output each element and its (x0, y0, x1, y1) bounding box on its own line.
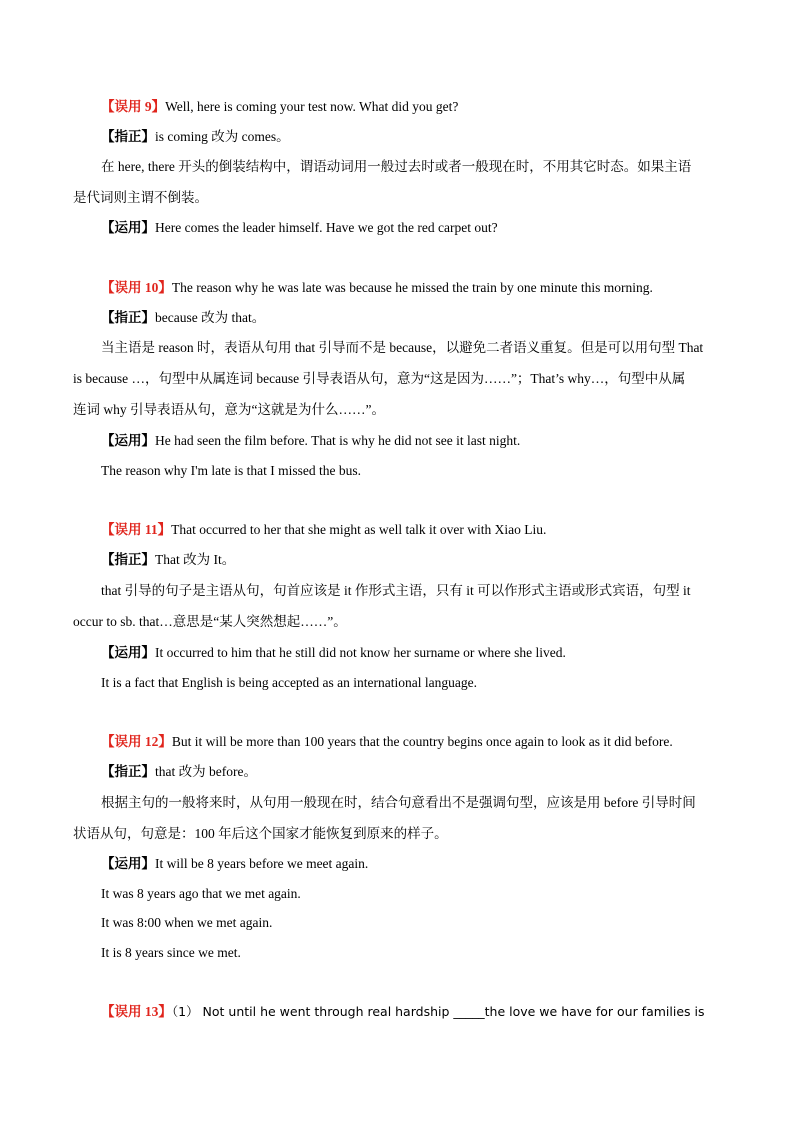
fix-line (101, 551, 235, 569)
use-text: The reason why I'm late is that I missed the bus. (101, 463, 362, 478)
use-text: It was 8:00 when we met again. (101, 915, 273, 930)
error-line (101, 98, 458, 116)
explain-line (73, 401, 385, 419)
use-line (101, 432, 520, 450)
error-text: The reason why he was late was because he missed the train by one minute this morning. (171, 280, 653, 295)
error-label: 【误用 9】 (101, 99, 166, 114)
use-text: He had seen the film before. That is why he did not see it last night. (155, 433, 521, 448)
explain-line (101, 339, 703, 357)
explain-line (101, 794, 696, 812)
use-line (101, 855, 368, 873)
explain-text: occur to sb. that…意思是“某人突然想起……”。 (73, 614, 347, 629)
explain-text: 当主语是 reason 时，表语从句用 that 引导而不是 because，以避免二者语义重复。但是可以用句型 That (101, 340, 704, 355)
error-label: 【误用 13】 (101, 1004, 172, 1019)
fix-text: that 改为 before。 (155, 764, 257, 779)
use-text: Here comes the leader himself. Have we got the red carpet out? (155, 220, 498, 235)
use-text: It will be 8 years before we meet again. (155, 856, 369, 871)
error-line (101, 279, 653, 297)
explain-line (101, 582, 691, 600)
error-label: 【误用 11】 (101, 522, 172, 537)
use-line (101, 462, 361, 480)
use-label: 【运用】 (101, 220, 155, 235)
explain-line (73, 189, 208, 207)
error-text: That occurred to her that she might as well talk it over with Xiao Liu. (171, 522, 547, 537)
use-text: It is a fact that English is being accepted as an international language. (101, 675, 477, 690)
use-text: It is 8 years since we met. (101, 945, 241, 960)
use-label: 【运用】 (101, 856, 155, 871)
explain-text: 状语从句，句意是：100 年后这个国家才能恢复到原来的样子。 (73, 826, 448, 841)
fix-label: 【指正】 (101, 552, 155, 567)
fix-label: 【指正】 (101, 129, 155, 144)
error-label: 【误用 12】 (101, 734, 172, 749)
error-label: 【误用 10】 (101, 280, 172, 295)
explain-text: 是代词则主谓不倒装。 (73, 190, 208, 205)
fix-line (101, 128, 290, 146)
fix-line (101, 763, 257, 781)
use-line (101, 644, 566, 662)
use-text: It occurred to him that he still did not know her surname or where she lived. (155, 645, 566, 660)
use-label: 【运用】 (101, 433, 155, 448)
error-text: （1） Not until he went through real hardship _____the love we have for our families is (171, 1004, 705, 1019)
fix-text: because 改为 that。 (155, 310, 266, 325)
explain-text: 根据主句的一般将来时，从句用一般现在时，结合句意看出不是强调句型，应该是用 before 引导时间 (101, 795, 696, 810)
explain-text: 连词 why 引导表语从句，意为“这就是为什么……”。 (73, 402, 385, 417)
error-line (101, 1003, 705, 1021)
explain-text: that 引导的句子是主语从句，句首应该是 it 作形式主语，只有 it 可以作形式主语或形式宾语，句型 it (101, 583, 691, 598)
fix-line (101, 309, 265, 327)
explain-text: 在 here, there 开头的倒装结构中，谓语动词用一般过去时或者一般现在时，不用其它时态。如果主语 (101, 159, 692, 174)
use-line (101, 219, 498, 237)
use-line (101, 914, 272, 932)
error-text: But it will be more than 100 years that the country begins once again to look as it did before. (171, 734, 673, 749)
fix-label: 【指正】 (101, 310, 155, 325)
error-line (101, 733, 673, 751)
explain-line (101, 158, 756, 176)
fix-text: That 改为 It。 (155, 552, 236, 567)
use-text: It was 8 years ago that we met again. (101, 886, 301, 901)
fix-text: is coming 改为 comes。 (155, 129, 290, 144)
explain-line (73, 613, 347, 631)
use-line (101, 885, 301, 903)
use-line (101, 674, 477, 692)
use-label: 【运用】 (101, 645, 155, 660)
use-line (101, 944, 241, 962)
explain-text: is because …，句型中从属连词 because 引导表语从句，意为“这是因为……”；That’s why…，句型中从属 (73, 371, 686, 386)
error-line (101, 521, 546, 539)
explain-line (73, 370, 685, 388)
explain-line (73, 825, 448, 843)
fix-label: 【指正】 (101, 764, 155, 779)
error-text: Well, here is coming your test now. What did you get? (165, 99, 459, 114)
